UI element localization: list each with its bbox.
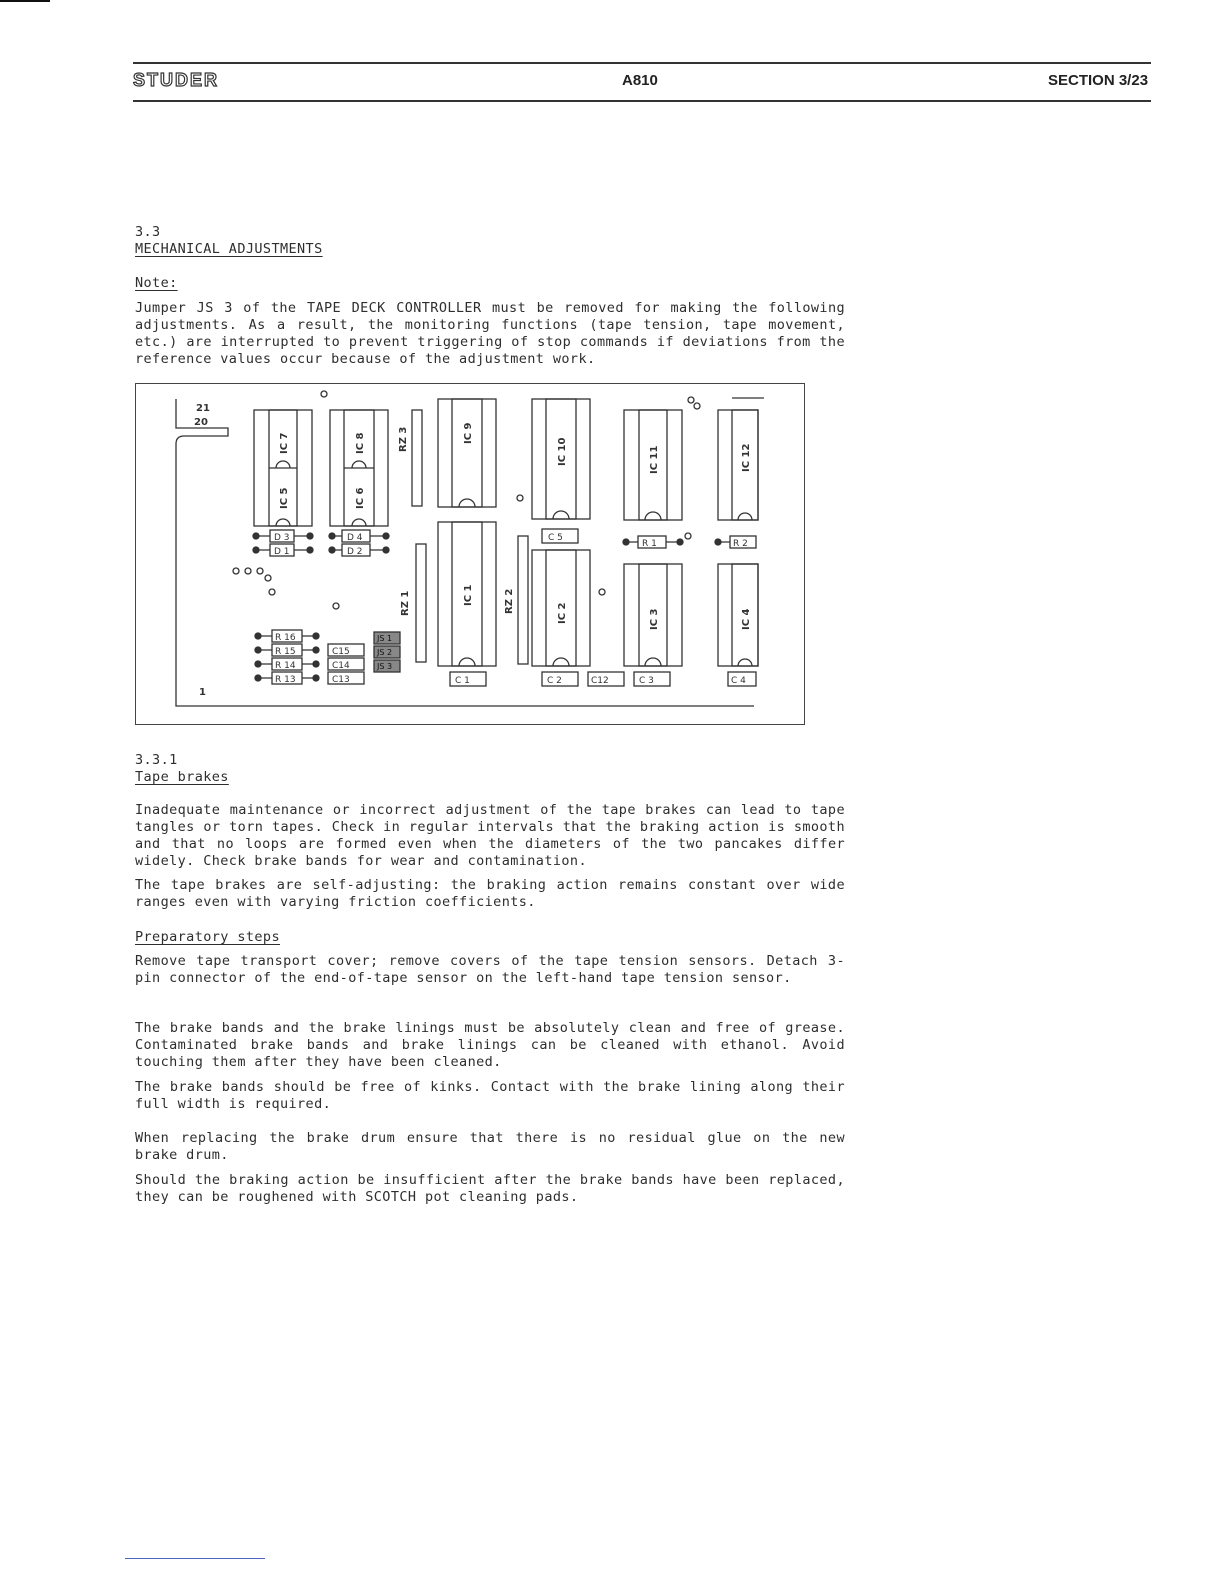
jumper-label-js1: JS 1 bbox=[377, 634, 393, 643]
section-title: MECHANICAL ADJUSTMENTS bbox=[135, 241, 323, 257]
ic-label-ic8: IC 8 bbox=[355, 432, 366, 454]
ic-label-ic2: IC 2 bbox=[557, 602, 568, 624]
rz2-network bbox=[518, 536, 528, 664]
resistor-label-r15: R 15 bbox=[275, 647, 296, 657]
capacitor-label-c3: C 3 bbox=[639, 676, 654, 686]
capacitor-label-c1: C 1 bbox=[455, 676, 470, 686]
section-label: SECTION 3/23 bbox=[1048, 72, 1149, 89]
ic-label-ic1: IC 1 bbox=[463, 584, 474, 606]
diode-label-d3: D 3 bbox=[274, 533, 290, 543]
ic-4-socket bbox=[718, 564, 758, 666]
ic-label-ic9: IC 9 bbox=[463, 422, 474, 444]
resistor-label-r1: R 1 bbox=[642, 539, 657, 549]
diode-label-d1: D 1 bbox=[274, 547, 290, 557]
capacitor-label-c4: C 4 bbox=[731, 676, 746, 686]
edge-label-21: 21 bbox=[196, 403, 210, 414]
rz-label-rz1: RZ 1 bbox=[400, 590, 411, 616]
ic-label-ic5: IC 5 bbox=[279, 487, 290, 509]
capacitor-label-c5: C 5 bbox=[548, 533, 563, 543]
ic-label-ic6: IC 6 bbox=[355, 487, 366, 509]
header-bottom-rule bbox=[133, 100, 1151, 102]
section-number: 3.3 bbox=[135, 224, 161, 240]
note-text: Jumper JS 3 of the TAPE DECK CONTROLLER must be removed for making the following adjustments. As a result, the monitoring functions (tape tension, tape movement, etc.) are interrupted to prevent triggering of stop commands if deviations from the reference values occur because of the adjustment work. bbox=[135, 300, 845, 367]
diode-label-d2: D 2 bbox=[347, 547, 363, 557]
ic-label-ic4: IC 4 bbox=[741, 608, 752, 630]
rz3-network bbox=[412, 410, 422, 506]
capacitor-label-c2: C 2 bbox=[547, 676, 562, 686]
ic-label-ic3: IC 3 bbox=[649, 608, 660, 630]
preparatory-paragraph-1: Remove tape transport cover; remove covers of the tape tension sensors. Detach 3-pin connector of the end-of-tape sensor on the left-hand tape tension sensor. bbox=[135, 953, 845, 986]
capacitor-label-c15: C15 bbox=[332, 647, 350, 657]
studer-logo: STUDER bbox=[133, 70, 220, 90]
ic-label-ic11: IC 11 bbox=[649, 445, 660, 474]
rz-label-rz3: RZ 3 bbox=[398, 426, 409, 452]
ic-label-ic10: IC 10 bbox=[557, 437, 568, 466]
resistor-label-r2: R 2 bbox=[733, 539, 748, 549]
rz-label-rz2: RZ 2 bbox=[504, 588, 515, 614]
preparatory-paragraph-5: Should the braking action be insufficient after the brake bands have been replaced, they can be roughened with SCOTCH pot cleaning pads. bbox=[135, 1172, 845, 1205]
capacitor-label-c12: C12 bbox=[591, 676, 609, 686]
rz1-network bbox=[416, 544, 426, 662]
capacitor-label-c13: C13 bbox=[332, 675, 350, 685]
ic-label-ic12: IC 12 bbox=[741, 443, 752, 472]
edge-label-1: 1 bbox=[199, 687, 206, 698]
diode-label-d4: D 4 bbox=[347, 533, 363, 543]
scan-corner-mark bbox=[0, 0, 50, 2]
preparatory-paragraph-3: The brake bands should be free of kinks. Contact with the brake lining along their full width is required. bbox=[135, 1079, 845, 1112]
header-top-rule bbox=[133, 62, 1151, 64]
brakes-paragraph-1: Inadequate maintenance or incorrect adjustment of the tape brakes can lead to tape tangles or torn tapes. Check in regular intervals that the braking action is smooth and that no loops are formed even when the diameters of the two pancakes differ widely. Check brake bands for wear and contamination. bbox=[135, 802, 845, 869]
scan-bottom-mark bbox=[125, 1558, 265, 1559]
edge-label-20: 20 bbox=[194, 417, 208, 428]
resistor-label-r16: R 16 bbox=[275, 633, 296, 643]
resistor-r1 bbox=[623, 533, 691, 548]
preparatory-steps-label: Preparatory steps bbox=[135, 929, 280, 945]
subsection-number: 3.3.1 bbox=[135, 752, 178, 768]
ic-label-ic7: IC 7 bbox=[279, 432, 290, 454]
jumper-label-js2: JS 2 bbox=[377, 648, 393, 657]
jumper-label-js3: JS 3 bbox=[377, 662, 393, 671]
preparatory-paragraph-4: When replacing the brake drum ensure that there is no residual glue on the new brake drum. bbox=[135, 1130, 845, 1163]
subsection-title: Tape brakes bbox=[135, 769, 229, 785]
capacitor-label-c14: C14 bbox=[332, 661, 350, 671]
preparatory-paragraph-2: The brake bands and the brake linings must be absolutely clean and free of grease. Contaminated brake bands and brake linings can be cleaned with ethanol. Avoid touching them after they have been cleaned. bbox=[135, 1020, 845, 1070]
ic-9-socket bbox=[438, 399, 496, 507]
resistor-label-r14: R 14 bbox=[275, 661, 296, 671]
tape-deck-controller-board-diagram bbox=[135, 383, 805, 725]
model-label: A810 bbox=[622, 72, 658, 89]
brakes-paragraph-2: The tape brakes are self-adjusting: the braking action remains constant over wide ranges even with varying friction coefficients. bbox=[135, 877, 845, 910]
note-label: Note: bbox=[135, 275, 178, 291]
resistor-label-r13: R 13 bbox=[275, 675, 296, 685]
